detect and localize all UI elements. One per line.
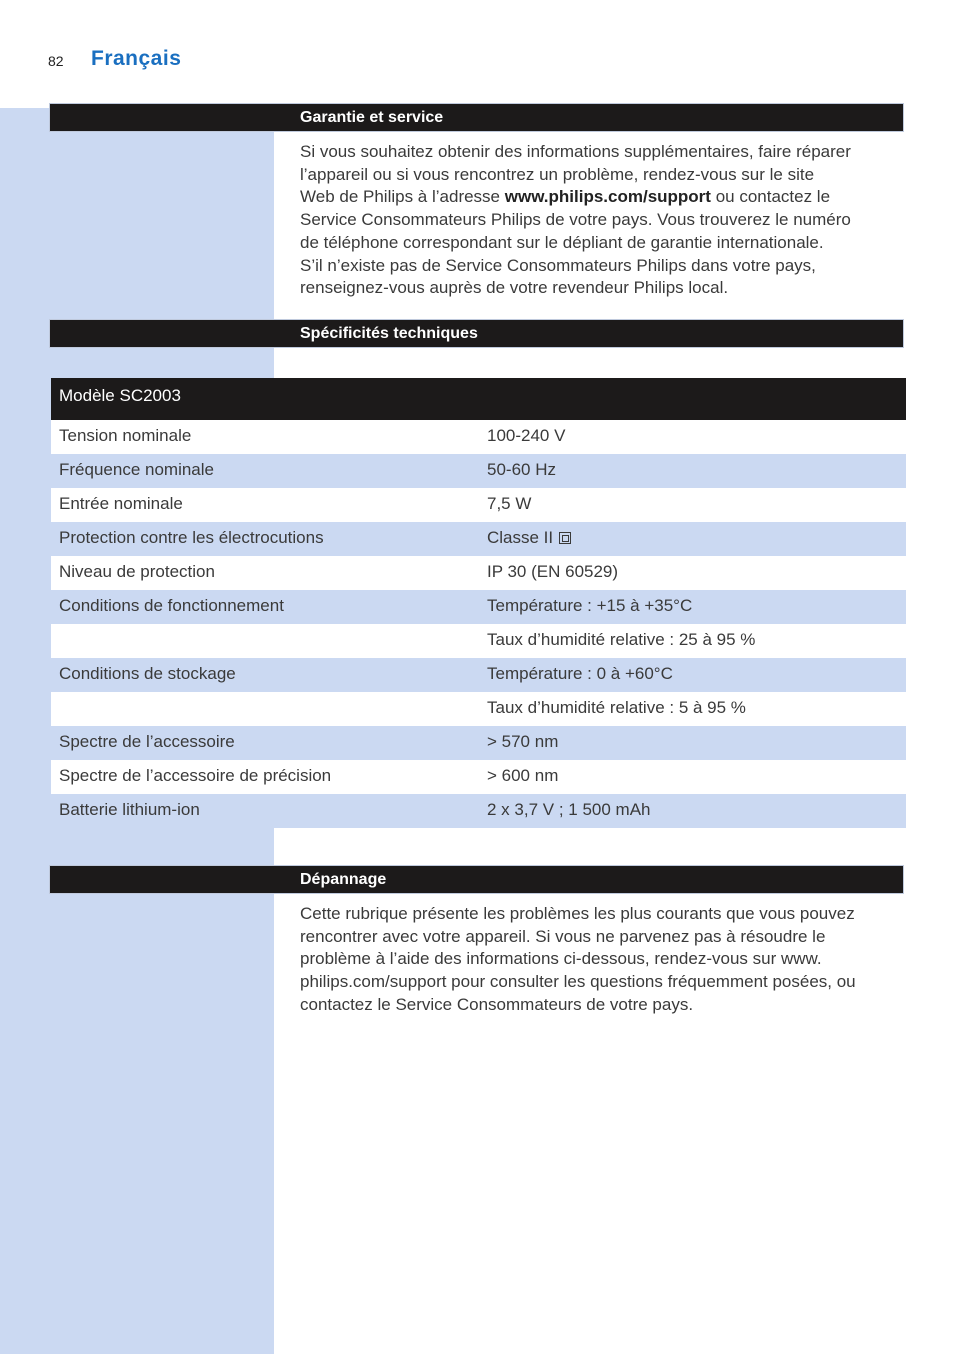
table-row (51, 420, 906, 454)
troubleshooting-line: problème à l’aide des informations ci-dessous, rendez-vous sur www. (300, 949, 822, 969)
spec-value: Taux d’humidité relative : 5 à 95 % (487, 698, 746, 717)
section-header-troubleshooting (49, 865, 904, 894)
spec-value: Classe II (487, 528, 554, 547)
warranty-line: Si vous souhaitez obtenir des informations supplémentaires, faire réparer (300, 142, 851, 161)
table-row (51, 726, 906, 760)
support-url[interactable]: www.philips.com/support (504, 187, 711, 207)
troubleshooting-line: philips.com/support pour consulter les questions fréquemment posées, ou (300, 972, 856, 992)
table-row (51, 760, 906, 794)
spec-value: > 570 nm (487, 732, 559, 751)
spec-key: Tension nominale (59, 426, 192, 445)
warranty-line: l’appareil ou si vous rencontrez un problème, rendez-vous sur le site (300, 164, 815, 184)
table-row (51, 658, 906, 692)
language-title: Français (91, 47, 182, 70)
troubleshooting-line: Cette rubrique présente les problèmes les plus courants que vous pouvez (300, 904, 855, 923)
spec-value: 50-60 Hz (487, 460, 556, 479)
spec-value: Taux d’humidité relative : 25 à 95 % (487, 630, 756, 649)
table-row (51, 590, 906, 624)
warranty-line: Service Consommateurs Philips de votre pays. Vous trouverez le numéro (300, 210, 851, 230)
warranty-line: S’il n’existe pas de Service Consommateurs Philips dans votre pays, (300, 255, 816, 275)
table-row (51, 624, 906, 658)
spec-key: Conditions de fonctionnement (59, 596, 284, 615)
table-row (51, 692, 906, 726)
spec-key: Conditions de stockage (59, 664, 236, 683)
section-header-warranty (49, 103, 904, 132)
spec-value: Température : 0 à +60°C (487, 664, 673, 683)
warranty-line-post: ou contactez le (710, 187, 831, 207)
troubleshooting-line: contactez le Service Consommateurs de votre pays. (300, 994, 694, 1014)
spec-key: Spectre de l’accessoire (59, 732, 235, 751)
spec-table-header (51, 378, 906, 420)
table-row (51, 794, 906, 828)
model-label: Modèle SC2003 (59, 386, 181, 405)
table-row (51, 488, 906, 522)
section-title-specs: Spécificités techniques (300, 325, 478, 342)
warranty-line (300, 186, 900, 209)
spec-key: Protection contre les électrocutions (59, 528, 324, 547)
spec-key: Spectre de l’accessoire de précision (59, 766, 332, 785)
table-row (51, 556, 906, 590)
spec-value: > 600 nm (487, 766, 559, 785)
troubleshooting-paragraph (300, 903, 900, 1017)
troubleshooting-line: rencontrer avec votre appareil. Si vous ne parvenez pas à résoudre le (300, 926, 826, 946)
warranty-line-pre: Web de Philips à l’adresse (300, 187, 505, 207)
section-header-specs (49, 319, 904, 348)
double-insulation-icon (559, 532, 571, 544)
spec-value: 2 x 3,7 V ; 1 500 mAh (487, 800, 651, 819)
warranty-line: renseignez-vous auprès de votre revendeur Philips local. (300, 278, 729, 298)
spec-value: 100-240 V (487, 426, 566, 445)
table-row (51, 454, 906, 488)
page-number: 82 (48, 53, 64, 69)
spec-key: Entrée nominale (59, 494, 183, 513)
spec-value: 7,5 W (487, 494, 532, 513)
warranty-paragraph (300, 141, 900, 300)
table-row (51, 522, 906, 556)
spec-value: Température : +15 à +35°C (487, 596, 693, 615)
spec-key: Niveau de protection (59, 562, 215, 581)
spec-value-wrapper (487, 528, 571, 548)
spec-key: Fréquence nominale (59, 460, 214, 479)
spec-key: Batterie lithium-ion (59, 800, 200, 819)
section-title-warranty: Garantie et service (300, 109, 444, 126)
warranty-line: de téléphone correspondant sur le dépliant de garantie internationale. (300, 232, 824, 252)
section-title-troubleshooting: Dépannage (300, 871, 387, 888)
spec-value: IP 30 (EN 60529) (487, 562, 619, 581)
